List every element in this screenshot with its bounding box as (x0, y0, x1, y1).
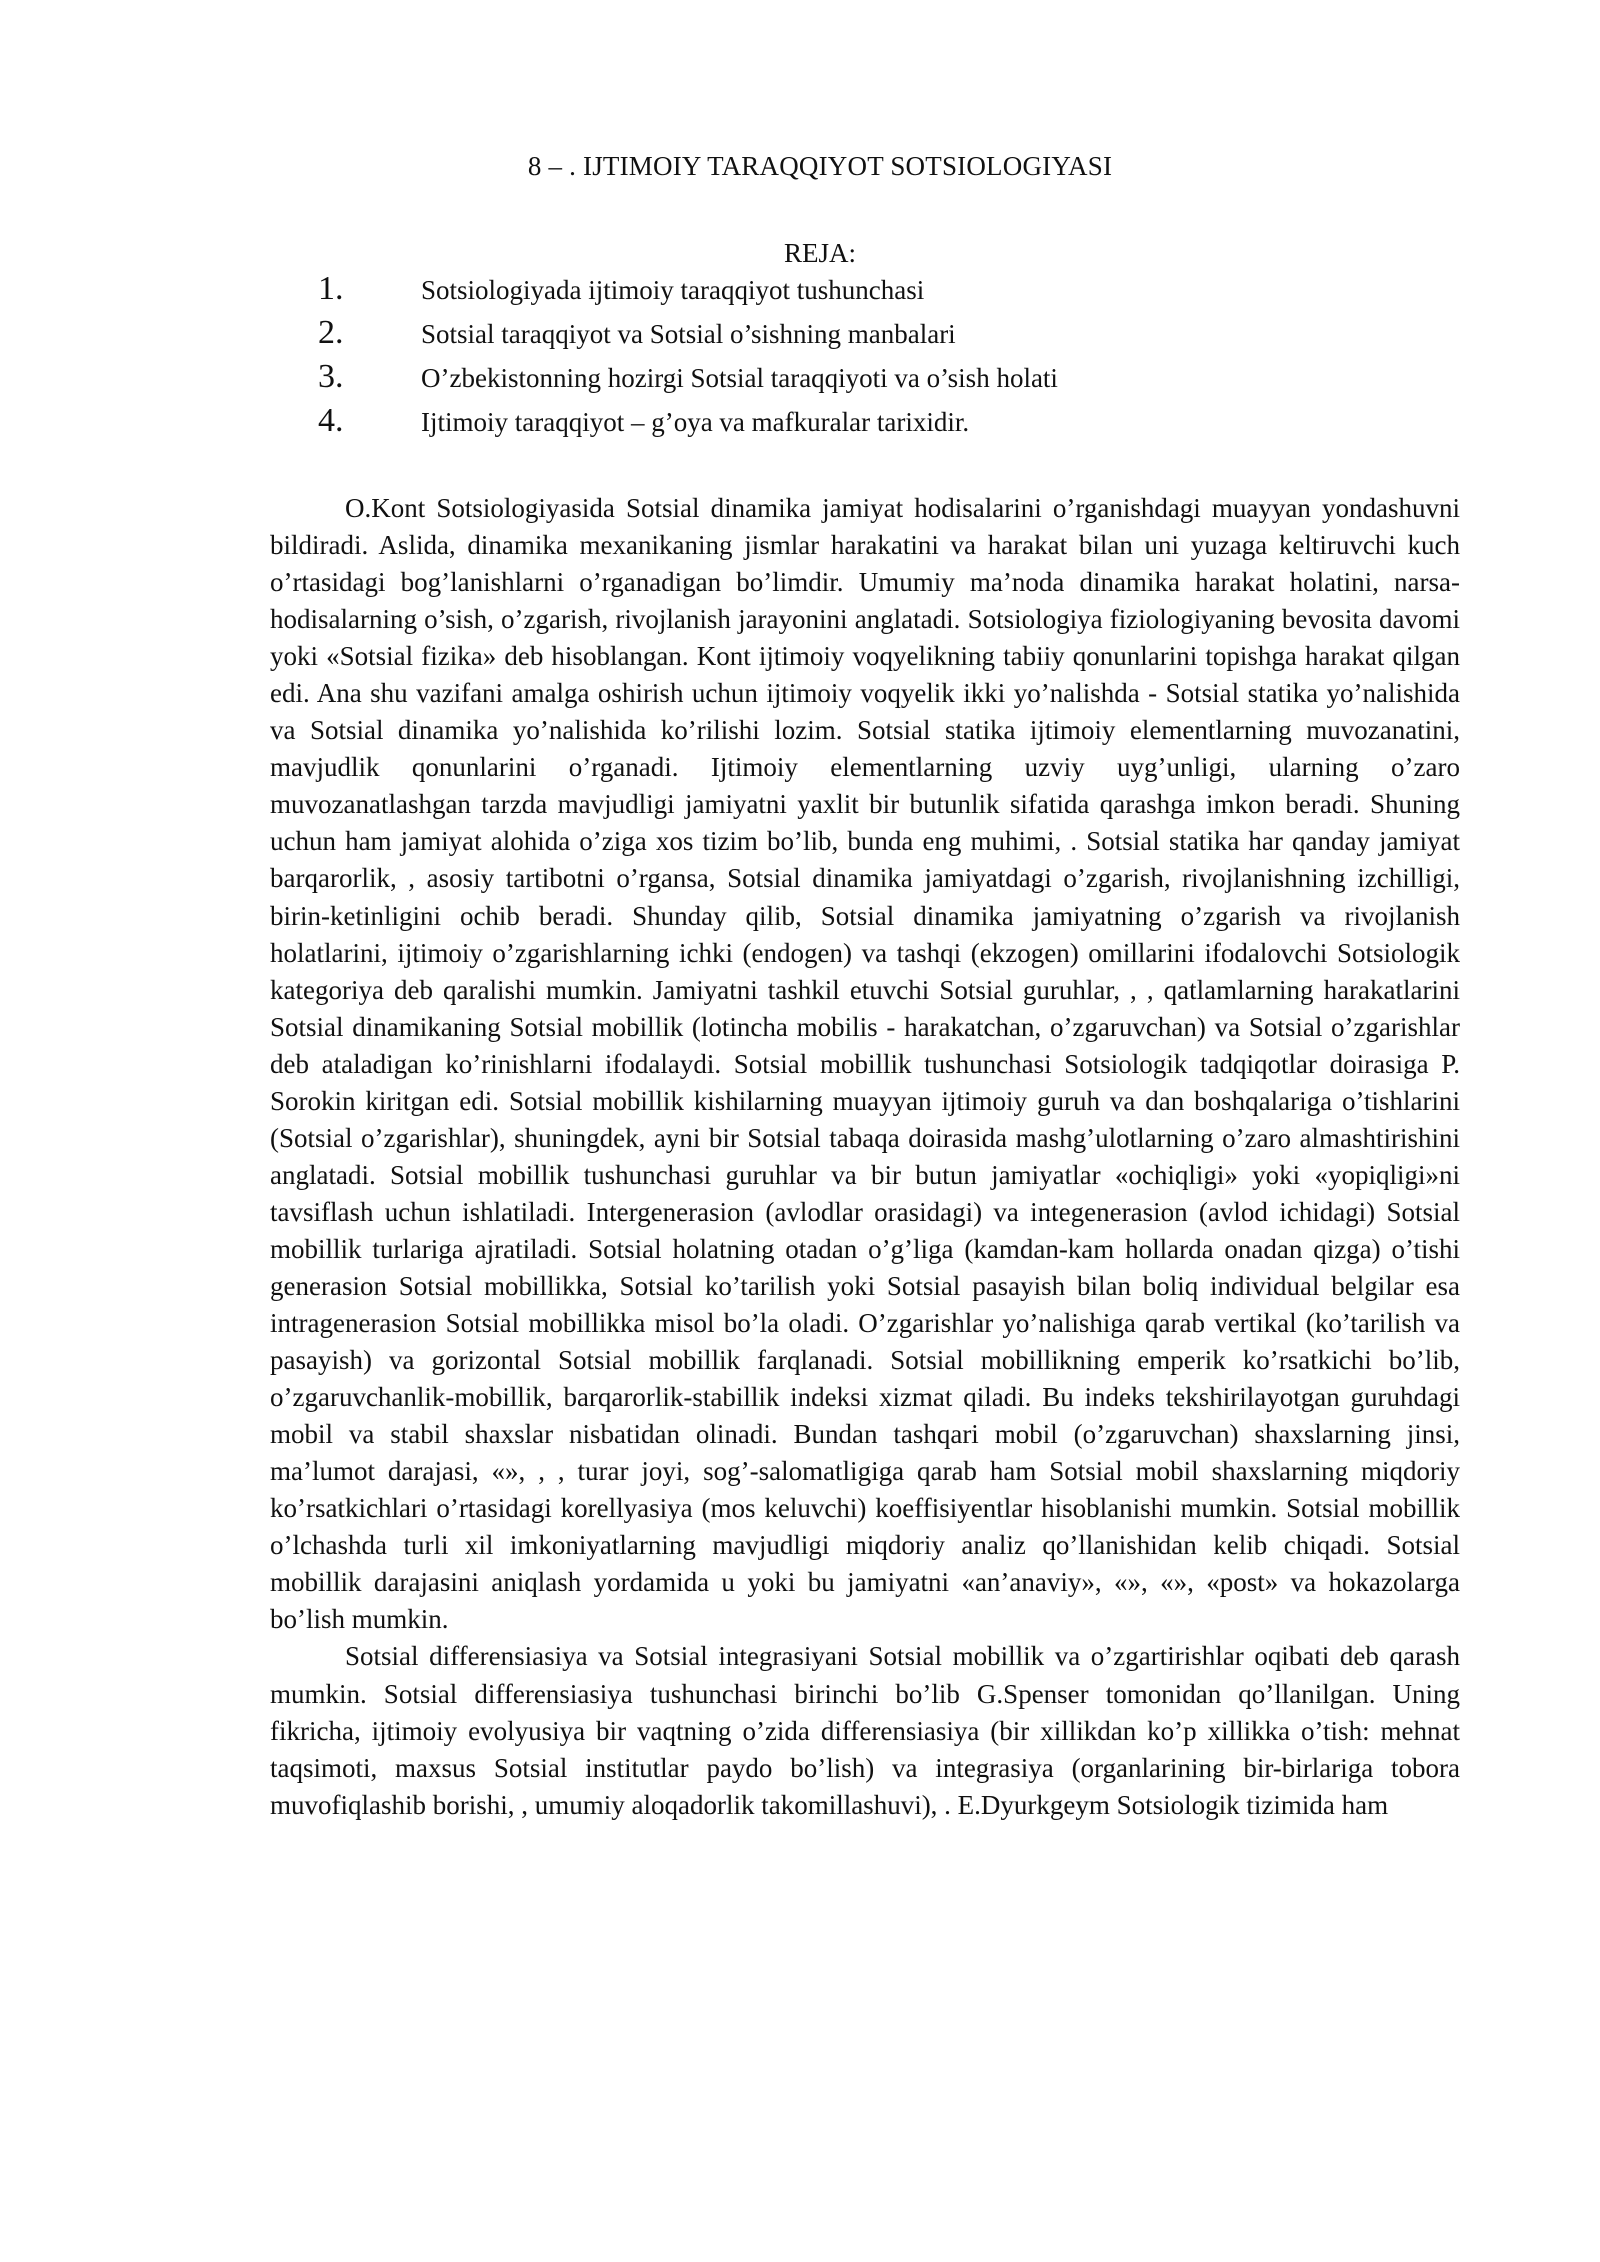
plan-list (318, 270, 1058, 446)
plan-item (318, 402, 1058, 446)
plan-item-text: Sotsial taraqqiyot va Sotsial o’sishning manbalari (421, 319, 956, 349)
plan-item-number: 4. (318, 402, 344, 439)
plan-item (318, 270, 1058, 314)
body-text (270, 490, 1460, 1824)
plan-heading: REJA: (783, 238, 856, 268)
plan-item-text: Ijtimoiy taraqqiyot – g’oya va mafkuralar tarixidir. (421, 407, 970, 437)
plan-item (318, 314, 1058, 358)
plan-item-text: O’zbekistonning hozirgi Sotsial taraqqiyoti va o’sish holati (421, 363, 1058, 393)
document-title: 8 – . IJTIMOIY TARAQQIYOT SOTSIOLOGIYASI (527, 151, 1113, 181)
plan-item-number: 3. (318, 358, 344, 395)
plan-item (318, 358, 1058, 402)
body-paragraph: Sotsial differensiasiya va Sotsial integrasiyani Sotsial mobillik va o’zgartirishlar oqibati deb qarash mumkin. Sotsial differensiasiya tushunchasi birinchi bo’lib G.Spenser tomonidan qo’llanilgan. Uning fikricha, ijtimoiy evolyusiya bir vaqtning o’zida differensiasiya (bir xillikdan ko’p xillikka o’tish: mehnat taqsimoti, maxsus Sotsial institutlar paydo bo’lish) va integrasiya (organlarining bir-birlariga tobora muvofiqlashib borishi, , umumiy aloqadorlik takomillashuvi), . E.Dyurkgeym Sotsiologik tizimida ham (270, 1641, 1460, 1820)
plan-item-number: 1. (318, 270, 344, 307)
body-paragraph: O.Kont Sotsiologiyasida Sotsial dinamika jamiyat hodisalarini o’rganishdagi muayyan yondashuvni bildiradi. Aslida, dinamika mexanikaning jismlar harakatini va harakat bilan uni yuzaga keltiruvchi kuch o’rtasidagi bog’lanishlarni o’rganadigan bo’limdir. Umumiy ma’noda dinamika harakat holatini, narsa-hodisalarning o’sish, o’zgarish, rivojlanish jarayonini anglatadi. Sotsiologiya fiziologiyaning bevosita davomi yoki «Sotsial fizika» deb hisoblangan. Kont ijtimoiy voqyelikning tabiiy qonunlarini topishga harakat qilgan edi. Ana shu vazifani amalga oshirish uchun ijtimoiy voqyelik ikki yo’nalishda - Sotsial statika yo’nalishida va Sotsial dinamika yo’nalishida ko’rilishi lozim. Sotsial statika ijtimoiy elementlarning muvozanatini, mavjudlik qonunlarini o’rganadi. Ijtimoiy elementlarning uzviy uyg’unligi, ularning o’zaro muvozanatlashgan tarzda mavjudligi jamiyatni yaxlit bir butunlik sifatida qarashga imkon beradi. Shuning uchun ham jamiyat alohida o’ziga xos tizim bo’lib, bunda eng muhimi, . Sotsial statika har qanday jamiyat barqarorlik, , asosiy tartibotni o’rgansa, Sotsial dinamika jamiyatdagi o’zgarish, rivojlanishning izchilligi, birin-ketinligini ochib beradi. Shunday qilib, Sotsial dinamika jamiyatning o’zgarish va rivojlanish holatlarini, ijtimoiy o’zgarishlarning ichki (endogen) va tashqi (ekzogen) omillarini ifodalovchi Sotsiologik kategoriya deb qaralishi mumkin. Jamiyatni tashkil etuvchi Sotsial guruhlar, , , qatlamlarning harakatlarini Sotsial dinamikaning Sotsial mobillik (lotincha mobilis - harakatchan, o’zgaruvchan) va Sotsial o’zgarishlar deb ataladigan ko’rinishlarni ifodalaydi. Sotsial mobillik tushunchasi Sotsiologik tadqiqotlar doirasiga P. Sorokin kiritgan edi. Sotsial mobillik kishilarning muayyan ijtimoiy guruh va dan boshqalariga o’tishlarini (Sotsial o’zgarishlar), shuningdek, ayni bir Sotsial tabaqa doirasida mashg’ulotlarning o’zaro almashtirishini anglatadi. Sotsial mobillik tushunchasi guruhlar va bir butun jamiyatlar «ochiqligi» yoki «yopiqligi»ni tavsiflash uchun ishlatiladi. Intergenerasion (avlodlar orasidagi) va integenerasion (avlod ichidagi) Sotsial mobillik turlariga ajratiladi. Sotsial holatning otadan o’g’liga (kamdan-kam hollarda onadan qizga) o’tishi generasion Sotsial mobillikka, Sotsial ko’tarilish yoki Sotsial pasayish bilan boliq individual belgilar esa intragenerasion Sotsial mobillikka misol bo’la oladi. O’zgarishlar yo’nalishiga qarab vertikal (ko’tarilish va pasayish) va gorizontal Sotsial mobillik farqlanadi. Sotsial mobillikning emperik ko’rsatkichi bo’lib, o’zgaruvchanlik-mobillik, barqarorlik-stabillik indeksi xizmat qiladi. Bu indeks tekshirilayotgan guruhdagi mobil va stabil shaxslar nisbatidan olinadi. Bundan tashqari mobil (o’zgaruvchan) shaxslarning jinsi, ma’lumot darajasi, «», , , turar joyi, sog’-salomatligiga qarab ham Sotsial mobil shaxslarning miqdoriy ko’rsatkichlari o’rtasidagi korellyasiya (mos keluvchi) koeffisiyentlar hisoblanishi mumkin. Sotsial mobillik o’lchashda turli xil imkoniyatlarning mavjudligi miqdoriy analiz qo’llanishidan kelib chiqadi. Sotsial mobillik darajasini aniqlash yordamida u yoki bu jamiyatni «an’anaviy», «», «», «post» va hokazolarga bo’lish mumkin. (270, 493, 1460, 1635)
plan-item-number: 2. (318, 314, 344, 351)
plan-item-text: Sotsiologiyada ijtimoiy taraqqiyot tushunchasi (421, 275, 925, 305)
